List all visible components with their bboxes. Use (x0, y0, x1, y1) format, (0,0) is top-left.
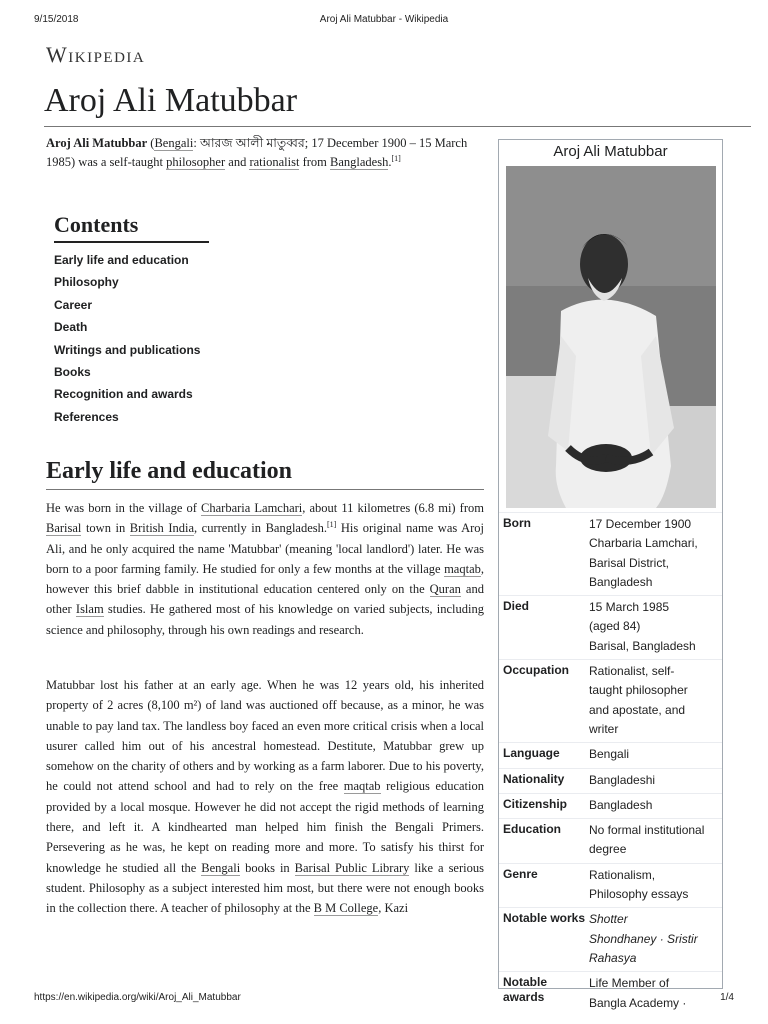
body-text: Matubbar lost his father at an early age. When he was 12 years old, his inherited property of 2 acres (8,100 m²) of land was auctioned off because, as a minor, he was unable to pay land tax. The landless boy faced an even more critical crisis when a local usurer called him out of his ancestral homestead. Destitute, Matubbar grew up somehow on the charity of others and by working as a farm laborer. Due to his poverty, he could not attend school and had to rely on the free (46, 678, 484, 794)
body-text: , about 11 kilometres (6.8 mi) from (302, 501, 484, 515)
infobox-key: Notable works (503, 911, 586, 926)
toc-item-recognition[interactable]: Recognition and awards (54, 387, 193, 402)
infobox-line[interactable]: Barisal, Bangladesh (589, 638, 696, 653)
infobox-value (589, 821, 718, 860)
quran-link[interactable]: Quran (429, 582, 461, 597)
infobox-line: taught philosopher (589, 683, 688, 698)
body-text: like a serious student. Philosophy as a subject interested him most, but there were not enough books in the collection there. A teacher of philosophy at the (46, 860, 484, 916)
table-of-contents (54, 212, 234, 428)
body-text: , currently in Bangladesh. (194, 521, 328, 536)
lead-text: ( (147, 136, 155, 150)
infobox-value (589, 771, 718, 790)
infobox-line[interactable]: Bangladesh (589, 574, 653, 589)
maqtab-link[interactable]: maqtab (444, 561, 481, 576)
infobox-key: Died (503, 599, 530, 614)
print-page-number: 1/4 (720, 992, 734, 1003)
infobox-row-genre (499, 863, 722, 908)
infobox-row-notable-works (499, 907, 722, 971)
infobox-key: Occupation (503, 663, 570, 678)
infobox-key: Notable awards (503, 975, 548, 1005)
lead-text: : আরজ আলী মাতুব্বর; 17 December 1900 – 15 March 1985) was a self-taught (46, 136, 468, 169)
infobox-line: No formal institutional (589, 823, 705, 838)
infobox-line: and apostate, and (589, 702, 686, 717)
british-india-link[interactable]: British India (129, 521, 194, 536)
charbaria-lamchari-link[interactable]: Charbaria Lamchari (201, 501, 303, 515)
body-text: religious education provided by a local mosque. However he did not accept the rigid methods of learning there, and left it. A kindhearted man helped him finish the Bengali Primers. Persevering as he was, he kept on reading more and more. To satisfy his thirst for knowledge he studied all the (46, 779, 484, 875)
body-text: , Kazi (378, 901, 409, 916)
infobox-key: Education (503, 822, 562, 837)
philosopher-link[interactable]: philosopher (166, 155, 226, 169)
infobox-row-citizenship (499, 793, 722, 818)
infobox-key: Born (503, 516, 531, 530)
bengali-link[interactable]: Bengali (201, 860, 241, 875)
infobox-line: Rahasya (589, 950, 637, 965)
body-text: , however this brief dabble in institutional education centered only on the (46, 561, 484, 597)
lead-text: . (388, 155, 392, 169)
lead-name: Aroj Ali Matubbar (46, 136, 148, 150)
infobox-row-occupation (499, 659, 722, 742)
section-heading-early-life: Early life and education (46, 458, 484, 490)
toc-heading: Contents (54, 212, 209, 243)
infobox-line[interactable]: Barisal District, (589, 555, 670, 570)
toc-item-writings[interactable]: Writings and publications (54, 342, 201, 357)
infobox-key: Citizenship (503, 796, 568, 811)
infobox-line: Rationalist, self- (589, 664, 675, 679)
bm-college-link[interactable]: B M College (313, 901, 379, 916)
infobox-line: Bengali (589, 747, 630, 762)
infobox-row-notable-awards (499, 971, 722, 1016)
infobox-line: degree (589, 842, 627, 857)
infobox-line: 17 December 1900 (589, 517, 692, 531)
body-text: books in (240, 860, 295, 875)
body-paragraph (46, 498, 484, 640)
lead-paragraph (46, 134, 486, 172)
print-url: https://en.wikipedia.org/wiki/Aroj_Ali_Matubbar (34, 992, 241, 1003)
body-text: His original name was Aroj Ali, and he only acquired the name 'Matubbar' (meaning 'local landlord') later. He was born to a poor farming family. He studied for only a few months at the village (46, 521, 484, 576)
infobox-line: Life Member of (589, 976, 670, 991)
infobox-value (589, 796, 718, 815)
infobox-row-died (499, 595, 722, 659)
toc-item-death[interactable]: Death (54, 320, 88, 335)
bengali-link[interactable]: Bengali (154, 136, 194, 150)
infobox-key: Language (503, 746, 560, 761)
body-text: town in (81, 521, 130, 536)
infobox-row-nationality (499, 768, 722, 793)
infobox-value (589, 598, 718, 656)
infobox-row-education (499, 818, 722, 863)
print-date: 9/15/2018 (34, 14, 79, 25)
infobox-line: Philosophy essays (589, 887, 689, 902)
body-text: He was born in the village of (46, 501, 202, 515)
lead-text: from (299, 155, 331, 169)
infobox-line: Shotter (589, 912, 628, 927)
body-text: and other (46, 582, 484, 617)
toc-list (54, 249, 234, 428)
maqtab-link[interactable]: maqtab (343, 779, 381, 794)
infobox-rows (499, 512, 722, 1016)
infobox-title: Aroj Ali Matubbar (553, 143, 668, 160)
infobox-line: (aged 84) (589, 619, 641, 634)
infobox-line: Rationalism, (589, 867, 656, 882)
infobox-line: writer (589, 721, 619, 736)
infobox-value (589, 910, 718, 968)
reference-marker[interactable]: [1] (327, 520, 337, 530)
body-paragraph (46, 675, 484, 919)
rationalist-link[interactable]: rationalist (249, 155, 300, 169)
infobox-line: Shondhaney · Sristir (589, 931, 698, 946)
infobox-value (589, 745, 718, 764)
infobox-row-language (499, 742, 722, 767)
portrait-photo[interactable] (506, 166, 716, 508)
toc-item-early-life[interactable]: Early life and education (54, 253, 189, 267)
infobox-line: 15 March 1985 (589, 600, 670, 615)
portrait-image (506, 166, 716, 508)
infobox-row-born (499, 512, 722, 595)
wikipedia-logo[interactable]: Wikipedia (46, 42, 146, 67)
infobox-line[interactable]: Charbaria Lamchari, (589, 536, 698, 551)
infobox-value (589, 662, 718, 739)
toc-item-books[interactable]: Books (54, 364, 91, 379)
infobox-line[interactable]: Bangla Academy · (589, 995, 687, 1010)
infobox-key: Nationality (503, 771, 565, 786)
infobox-line: Bangladeshi (589, 772, 656, 787)
infobox-line: Bangladesh (589, 797, 653, 812)
toc-item-philosophy[interactable]: Philosophy (54, 275, 119, 290)
barisal-public-library-link[interactable]: Barisal Public Library (294, 860, 410, 875)
toc-item-career[interactable]: Career (54, 297, 93, 312)
islam-link[interactable]: Islam (75, 602, 104, 617)
infobox-value (589, 974, 718, 1013)
infobox-key: Genre (503, 866, 538, 881)
infobox-value (589, 866, 718, 905)
body-text: studies. He gathered most of his knowledge on varied subjects, including science and philosophy, through his own readings and research. (46, 602, 484, 637)
infobox-value (589, 515, 718, 592)
toc-item-references[interactable]: References (54, 409, 119, 424)
page-title: Aroj Ali Matubbar (44, 82, 751, 127)
bangladesh-link[interactable]: Bangladesh (330, 155, 389, 169)
print-header (0, 14, 768, 30)
reference-marker[interactable]: [1] (391, 153, 401, 163)
print-doc-title: Aroj Ali Matubbar - Wikipedia (319, 14, 449, 25)
barisal-link[interactable]: Barisal (46, 521, 82, 536)
lead-text: and (225, 155, 250, 169)
infobox (498, 139, 723, 1010)
